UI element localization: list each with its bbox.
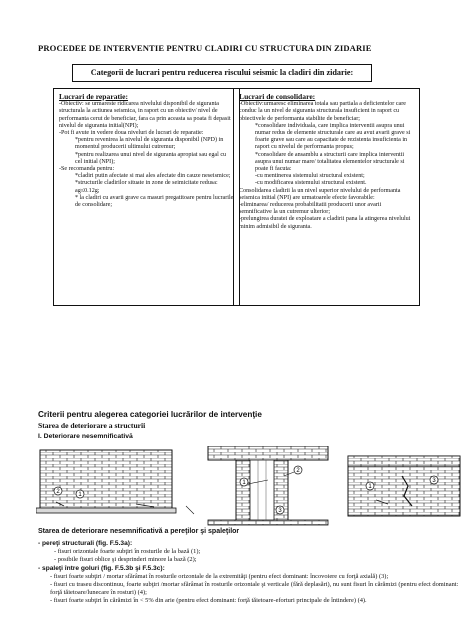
list-item: - fisuri foarte subţiri / mortar sfărâmat în rosturile orizontale de la extremităţi (pentru efect dominant: încovoiere cu forţă axială) (3); xyxy=(50,572,389,580)
repair-heading: Lucrari de reparatie: xyxy=(59,92,129,101)
fig-label: 2 xyxy=(296,468,300,475)
repair-works-box xyxy=(53,88,240,306)
consolidation-works-box xyxy=(233,88,420,306)
consolidation-line: -cu modificarea sistemului structural existent. xyxy=(255,180,367,187)
list-item: - spaleţi între goluri (fig. F.5.3b şi F.5.3c): xyxy=(38,564,165,572)
consolidation-line: *consolidare individuala, care implica interventii asupra unui numar redus de elemente structurale care au avut avarii grave si foarte grave sau care au capacitate de rezistenta insuficienta in raport cu nivelul de performanta propus; xyxy=(255,122,411,151)
fig-label: 1 xyxy=(368,484,372,491)
figure-caption: Starea de deteriorare nesemnificativă a pereţilor şi spaleţilor xyxy=(38,528,240,535)
categories-box: Categorii de lucrari pentru reducerea riscului seismic la cladiri din zidarie: xyxy=(72,64,372,82)
repair-line: *pentru realizarea unui nivel de siguranta apropiat sau egal cu cel initial (NPI); xyxy=(75,151,227,165)
consolidation-line: -prelungirea duratei de exploatare a cladirii pana la atingerea nivelului minim admisibil de siguranta. xyxy=(239,216,411,230)
repair-line: *structurile cladirilor situate in zone de seimicitate redusa: ag≤0.12g; xyxy=(75,180,218,194)
consolidation-heading: Lucrari de consolidare: xyxy=(239,92,316,101)
fig-label: 1 xyxy=(78,492,82,499)
fig-label: 2 xyxy=(56,489,60,496)
consolidation-line: -cu mentinerea sistemului structural existent; xyxy=(255,173,365,180)
consolidation-line: Consolidarea cladirii la un nivel superior nivelului de performanta seismica initial (NPI) are urmatoarele efecte favorabile: xyxy=(239,187,401,201)
figure-pier xyxy=(208,446,328,525)
list-item: - fisuri cu traseu discontinuu, foarte subţiri /mortar sfărâmat în rosturile orizontale şi verticale (fără deplasări), nu sunt fisuri în cărămizi (pentru efect dominant: forţă tăietoare/lunecare în rosturi) (4); xyxy=(50,581,459,597)
page-title: PROCEDEE DE INTERVENTIE PENTRU CLADIRI CU STRUCTURA DIN ZIDARIE xyxy=(38,43,372,53)
repair-line: -Se recomanda pentru: xyxy=(59,166,115,173)
figure-wall xyxy=(36,450,194,514)
list-item: - fisuri orizontale foarte subţiri în rosturile de la bază (1); xyxy=(54,548,201,556)
consolidation-line: -Obiectiv:urmaresc eliminarea totala sau partiala a deficientelor care conduc la un nivel de siguranta structurala insuficient in raport cu obiectivele de performanta stabilite de beneficiar; xyxy=(239,101,406,122)
masonry-damage-figures xyxy=(36,446,464,526)
repair-line: * la cladiri cu avarii grave ca masuri pregatitoare pentru lucrarile de consolidare; xyxy=(75,194,234,209)
consolidation-line: -eliminarea/ reducerea probabilitatii producerii unor avarii semnificative la un cutremur ulterior; xyxy=(239,202,382,216)
repair-line: -Obiectiv: se urmareste ridicarea nivelului disponibil de siguranta structurala la actiunea seismica, in raport cu un obiectiv/ nivel de performanta cerut de beneficiar, fara ca prin aceasta sa poata fi depasit nivelul de siguranta initial(NPI); xyxy=(59,101,231,129)
damage-criteria-list xyxy=(38,540,468,606)
consolidation-line: *consolidare de ansamblu a structurii care implica interventii asupra unui numar mare/ totalitatea elementelor structurale si poate fi facuta: xyxy=(255,151,405,173)
repair-line: *pentru revenirea la nivelul de siguranta disponibil (NPD) in momentul producerii ultimului cutremur; xyxy=(75,137,224,151)
fig-label: 3 xyxy=(278,508,282,515)
fig-label: 3 xyxy=(432,478,436,485)
repair-line: *cladiri putin afectate si mai ales afectate din cauze neseismice; xyxy=(75,173,231,180)
repair-line: -Pot fi avute in vedere doua niveluri de lucrari de reparatie: xyxy=(59,130,204,137)
section-title: Criterii pentru alegerea categoriei lucrărilor de intervenţie xyxy=(38,410,262,419)
fig-label: 1 xyxy=(242,480,246,487)
list-item: - posibile fisuri oblice şi desprinderi minore la bază (2); xyxy=(54,556,197,564)
section-item-heading: I. Deteriorare nesemnificativă xyxy=(38,433,133,440)
figure-pier-detail xyxy=(348,456,460,516)
list-item: - fisuri foarte subţiri în cărămizi în < 5% din arie (pentru efect dominant: forţă tăietoare-eforturi principale de întindere) (4). xyxy=(50,597,367,605)
list-item: - pereţi structurali (fig. F.5.3a): xyxy=(38,540,133,547)
section-subtitle: Starea de deteriorare a structurii xyxy=(38,421,146,430)
